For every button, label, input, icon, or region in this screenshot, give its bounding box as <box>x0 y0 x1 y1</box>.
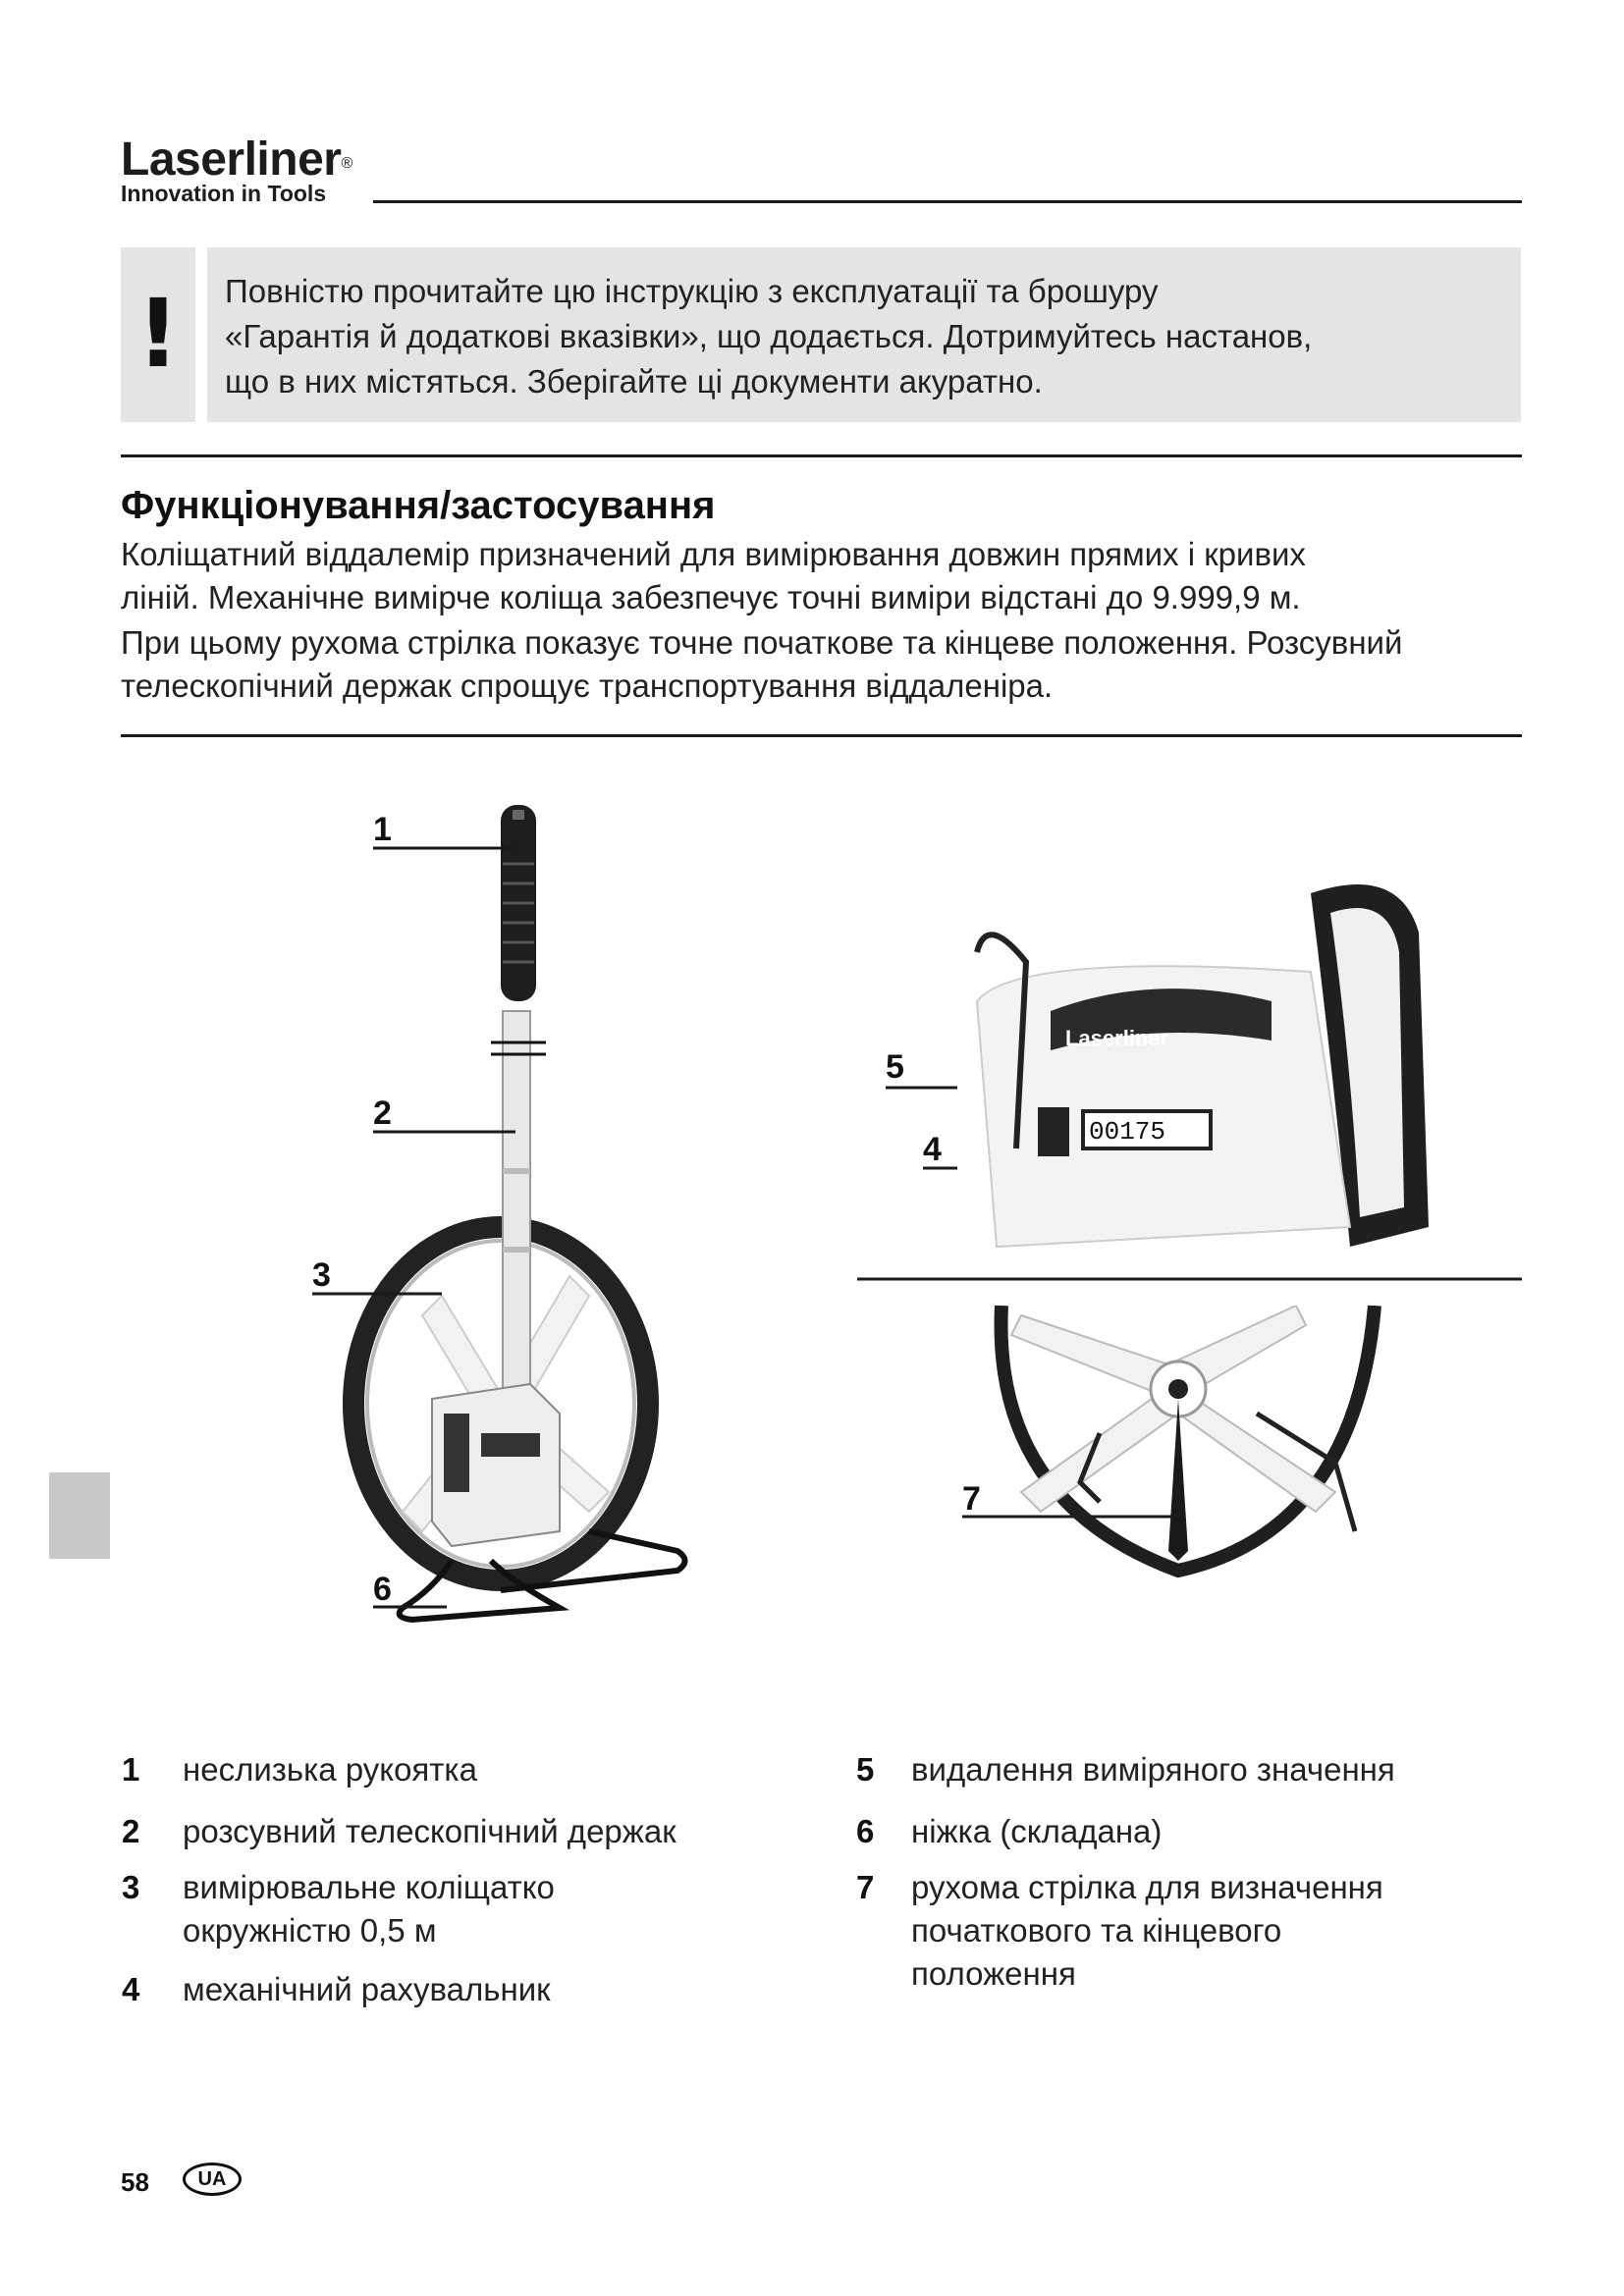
language-badge: UA <box>183 2163 242 2196</box>
paragraph-line: телескопічний держак спрощує транспортування віддаленіра. <box>121 667 1054 704</box>
device-logo: Laserliner <box>1065 1026 1169 1050</box>
legend-text-6: ніжка (складана) <box>911 1813 1163 1849</box>
counter-digits: 00175 <box>1089 1117 1166 1147</box>
figure-label-5: 5 <box>886 1048 904 1086</box>
legend-line: вимірювальне коліщатко <box>183 1869 555 1905</box>
warning-line: «Гарантія й додаткові вказівки», що додається. Дотримуйтесь настанов, <box>225 318 1313 354</box>
legend-num-2: 2 <box>122 1813 140 1849</box>
legend-num-4: 4 <box>122 1971 140 2007</box>
legend-num-7: 7 <box>856 1869 875 1905</box>
legend-text-1: неслизька рукоятка <box>183 1751 477 1788</box>
exclamation-icon: ! <box>136 279 180 389</box>
figure-label-1: 1 <box>373 811 392 848</box>
legend-text-5: видалення виміряного значення <box>911 1751 1395 1788</box>
registered-mark: ® <box>341 155 352 172</box>
figure-label-6: 6 <box>373 1571 392 1608</box>
legend-text-3 <box>183 1866 732 1952</box>
figure-label-7: 7 <box>962 1480 981 1518</box>
legend-line: початкового та кінцевого <box>911 1912 1282 1949</box>
brand-name: Laserliner <box>121 133 342 186</box>
paragraph-line: Коліщатний віддалемір призначений для вимірювання довжин прямих і кривих <box>121 536 1306 572</box>
legend-num-6: 6 <box>856 1813 875 1849</box>
legend-num-5: 5 <box>856 1751 875 1788</box>
legend-num-3: 3 <box>122 1869 140 1905</box>
warning-line: що в них містяться. Зберігайте ці документи акуратно. <box>225 363 1043 400</box>
section-title: Функціонування/застосування <box>121 484 716 527</box>
legend-text-4: механічний рахувальник <box>183 1971 551 2007</box>
figure-label-4: 4 <box>923 1131 942 1168</box>
figure-label-3: 3 <box>312 1256 331 1294</box>
pointer-detail-illustration <box>982 1306 1394 1590</box>
legend-line: окружністю 0,5 м <box>183 1912 437 1949</box>
legend-text-7 <box>911 1866 1520 1996</box>
paragraph-line: При цьому рухома стрілка показує точне початкове та кінцеве положення. Розсувний <box>121 624 1403 661</box>
legend-line: рухома стрілка для визначення <box>911 1869 1383 1905</box>
paragraph-line: ліній. Механічне вимірче коліща забезпечує точні виміри відстані до 9.999,9 м. <box>121 579 1301 615</box>
legend-line: положення <box>911 1955 1076 1992</box>
brand-tagline: Innovation in Tools <box>121 181 327 206</box>
legend-text-2: розсувний телескопічний держак <box>183 1813 677 1849</box>
figure-label-2: 2 <box>373 1095 392 1132</box>
chapter-tab <box>49 1472 110 1559</box>
counter-detail-illustration <box>957 854 1448 1256</box>
page-number: 58 <box>121 2167 149 2197</box>
warning-line: Повністю прочитайте цю інструкцію з експлуатації та брошуру <box>225 273 1159 309</box>
legend-num-1: 1 <box>122 1751 140 1788</box>
